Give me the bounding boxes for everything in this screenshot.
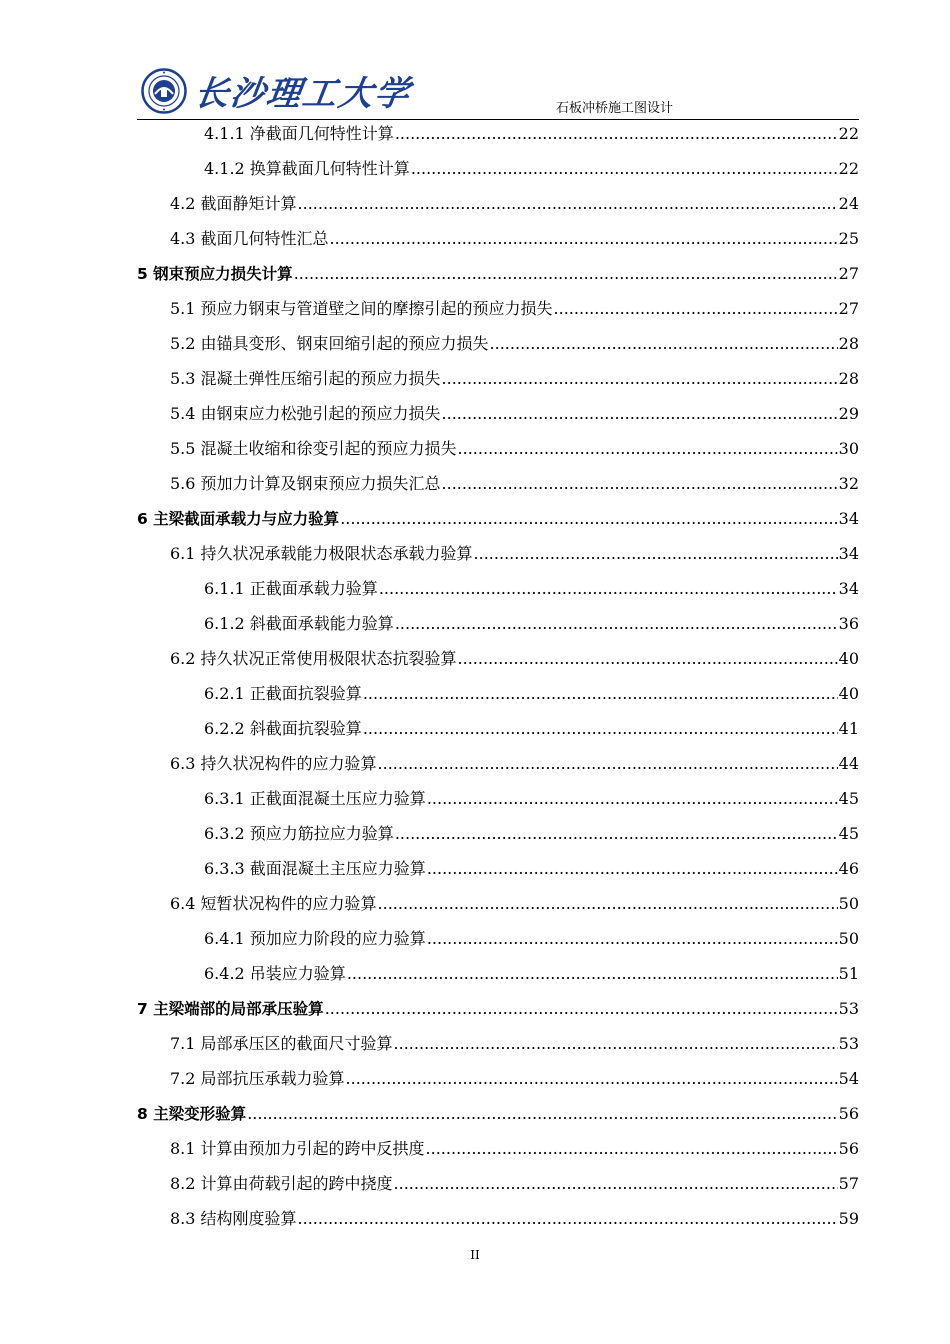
toc-entry-page: 53 <box>838 999 859 1018</box>
toc-entry[interactable] <box>170 190 859 214</box>
toc-entry[interactable] <box>170 645 859 669</box>
dot-leader <box>347 964 838 984</box>
toc-entry-title: 6.3.2 预应力筋拉应力验算 <box>204 824 394 843</box>
toc-entry-page: 28 <box>838 334 859 353</box>
toc-entry-title: 4.2 截面静矩计算 <box>170 194 297 213</box>
dot-leader <box>378 894 838 914</box>
page-header <box>137 62 859 120</box>
toc-entry-page: 28 <box>838 369 859 388</box>
toc-entry[interactable] <box>170 1065 859 1089</box>
toc-entry-page: 45 <box>838 789 859 808</box>
toc-entry-title: 4.1.1 净截面几何特性计算 <box>204 124 394 143</box>
toc-entry-page: 56 <box>838 1104 859 1123</box>
toc-entry-page: 22 <box>838 124 859 143</box>
dot-leader <box>325 999 838 1019</box>
dot-leader <box>395 124 838 144</box>
toc-entry[interactable] <box>170 1030 859 1054</box>
toc-entry-page: 27 <box>838 299 859 318</box>
dot-leader <box>490 334 838 354</box>
toc-entry-title: 6.4.1 预加应力阶段的应力验算 <box>204 929 426 948</box>
toc-entry[interactable] <box>204 610 859 634</box>
dot-leader <box>554 299 838 319</box>
toc-entry-title: 6.1.2 斜截面承载能力验算 <box>204 614 394 633</box>
toc-entry-page: 24 <box>838 194 859 213</box>
university-logo-text: 长沙理工大学 <box>191 74 414 114</box>
toc-entry-page: 44 <box>838 754 859 773</box>
toc-entry-title: 7 主梁端部的局部承压验算 <box>137 1000 324 1018</box>
toc-entry-title: 6.1.1 正截面承载力验算 <box>204 579 378 598</box>
toc-entry[interactable] <box>170 470 859 494</box>
toc-entry[interactable] <box>204 960 859 984</box>
toc-entry-page: 50 <box>838 894 859 913</box>
dot-leader <box>442 404 838 424</box>
toc-entry-title: 6.2.2 斜截面抗裂验算 <box>204 719 362 738</box>
toc-entry[interactable] <box>170 890 859 914</box>
toc-entry-page: 41 <box>838 719 859 738</box>
toc-entry[interactable] <box>204 715 859 739</box>
dot-leader <box>394 1034 838 1054</box>
toc-entry[interactable] <box>137 505 859 529</box>
dot-leader <box>427 789 838 809</box>
toc-entry-title: 5.4 由钢束应力松弛引起的预应力损失 <box>170 404 441 423</box>
toc-entry-title: 5 钢束预应力损失计算 <box>137 265 293 283</box>
dot-leader <box>427 929 838 949</box>
toc-entry-page: 34 <box>838 579 859 598</box>
toc-entry[interactable] <box>204 925 859 949</box>
toc-entry-title: 4.1.2 换算截面几何特性计算 <box>204 159 410 178</box>
toc-entry-page: 46 <box>838 859 859 878</box>
toc-entry-title: 5.2 由锚具变形、钢束回缩引起的预应力损失 <box>170 334 489 353</box>
toc-entry-title: 5.6 预加力计算及钢束预应力损失汇总 <box>170 474 441 493</box>
toc-entry-page: 50 <box>838 929 859 948</box>
toc-entry-page: 51 <box>838 964 859 983</box>
toc-entry[interactable] <box>170 1170 859 1194</box>
dot-leader <box>394 1174 838 1194</box>
toc-entry-title: 5.3 混凝土弹性压缩引起的预应力损失 <box>170 369 441 388</box>
toc-entry[interactable] <box>170 400 859 424</box>
toc-entry[interactable] <box>137 260 859 284</box>
toc-entry-title: 8.2 计算由荷载引起的跨中挠度 <box>170 1174 393 1193</box>
toc-entry-page: 30 <box>838 439 859 458</box>
toc-entry-title: 6.2 持久状况正常使用极限状态抗裂验算 <box>170 649 457 668</box>
dot-leader <box>298 1209 838 1229</box>
toc-entry-title: 6 主梁截面承载力与应力验算 <box>137 510 340 528</box>
dot-leader <box>247 1104 837 1124</box>
toc-entry-page: 29 <box>838 404 859 423</box>
toc-entry[interactable] <box>204 785 859 809</box>
toc-entry-page: 27 <box>838 264 859 283</box>
dot-leader <box>411 159 838 179</box>
toc-entry[interactable] <box>137 1100 859 1124</box>
dot-leader <box>395 614 838 634</box>
toc-entry-title: 5.1 预应力钢束与管道壁之间的摩擦引起的预应力损失 <box>170 299 553 318</box>
toc-entry-page: 40 <box>838 649 859 668</box>
toc-entry-page: 34 <box>838 544 859 563</box>
toc-entry[interactable] <box>170 750 859 774</box>
toc-entry-title: 6.2.1 正截面抗裂验算 <box>204 684 362 703</box>
dot-leader <box>298 194 838 214</box>
university-seal-icon <box>141 68 187 114</box>
dot-leader <box>294 264 838 284</box>
toc-entry-title: 8 主梁变形验算 <box>137 1105 247 1123</box>
toc-entry[interactable] <box>204 680 859 704</box>
dot-leader <box>474 544 838 564</box>
dot-leader <box>378 754 838 774</box>
dot-leader <box>458 439 838 459</box>
toc-entry-page: 25 <box>838 229 859 248</box>
toc-entry[interactable] <box>204 575 859 599</box>
toc-entry[interactable] <box>204 155 859 179</box>
toc-entry-title: 8.3 结构刚度验算 <box>170 1209 297 1228</box>
toc-entry-title: 6.4 短暂状况构件的应力验算 <box>170 894 377 913</box>
dot-leader <box>427 859 838 879</box>
toc-entry-page: 45 <box>838 824 859 843</box>
toc-entry-title: 7.1 局部承压区的截面尺寸验算 <box>170 1034 393 1053</box>
toc-entry-title: 4.3 截面几何特性汇总 <box>170 229 329 248</box>
toc-entry-title: 7.2 局部抗压承载力验算 <box>170 1069 345 1088</box>
toc-entry-title: 8.1 计算由预加力引起的跨中反拱度 <box>170 1139 425 1158</box>
toc-entry[interactable] <box>170 225 859 249</box>
dot-leader <box>395 824 838 844</box>
toc-entry-page: 36 <box>838 614 859 633</box>
toc-entry-title: 6.4.2 吊装应力验算 <box>204 964 346 983</box>
toc-entry[interactable] <box>170 1205 859 1229</box>
dot-leader <box>363 684 838 704</box>
page-number: II <box>470 1248 480 1262</box>
toc-entry-page: 40 <box>838 684 859 703</box>
toc-entry[interactable] <box>170 365 859 389</box>
toc-entry-page: 22 <box>838 159 859 178</box>
toc-entry-title: 6.3.1 正截面混凝土压应力验算 <box>204 789 426 808</box>
toc-entry[interactable] <box>204 120 859 144</box>
toc-entry-title: 5.5 混凝土收缩和徐变引起的预应力损失 <box>170 439 457 458</box>
toc-entry[interactable] <box>170 540 859 564</box>
dot-leader <box>426 1139 838 1159</box>
toc-entry[interactable] <box>170 295 859 319</box>
toc-entry-page: 59 <box>838 1209 859 1228</box>
dot-leader <box>458 649 838 669</box>
dot-leader <box>442 369 838 389</box>
dot-leader <box>363 719 838 739</box>
dot-leader <box>340 509 837 529</box>
toc-entry-title: 6.3 持久状况构件的应力验算 <box>170 754 377 773</box>
toc-entry-title: 6.3.3 截面混凝土主压应力验算 <box>204 859 426 878</box>
toc-entry[interactable] <box>204 820 859 844</box>
toc-entry[interactable] <box>137 995 859 1019</box>
toc-entry-page: 56 <box>838 1139 859 1158</box>
toc-entry-page: 53 <box>838 1034 859 1053</box>
toc-entry[interactable] <box>204 855 859 879</box>
dot-leader <box>442 474 838 494</box>
toc-entry-page: 57 <box>838 1174 859 1193</box>
toc-entry[interactable] <box>170 330 859 354</box>
toc-entry-page: 34 <box>838 509 859 528</box>
toc-entry[interactable] <box>170 1135 859 1159</box>
toc-entry-page: 54 <box>838 1069 859 1088</box>
toc-entry-title: 6.1 持久状况承载能力极限状态承载力验算 <box>170 544 473 563</box>
dot-leader <box>379 579 838 599</box>
toc-entry[interactable] <box>170 435 859 459</box>
toc-entry-page: 32 <box>838 474 859 493</box>
document-title: 石板冲桥施工图设计 <box>555 101 673 116</box>
dot-leader <box>346 1069 838 1089</box>
dot-leader <box>330 229 838 249</box>
